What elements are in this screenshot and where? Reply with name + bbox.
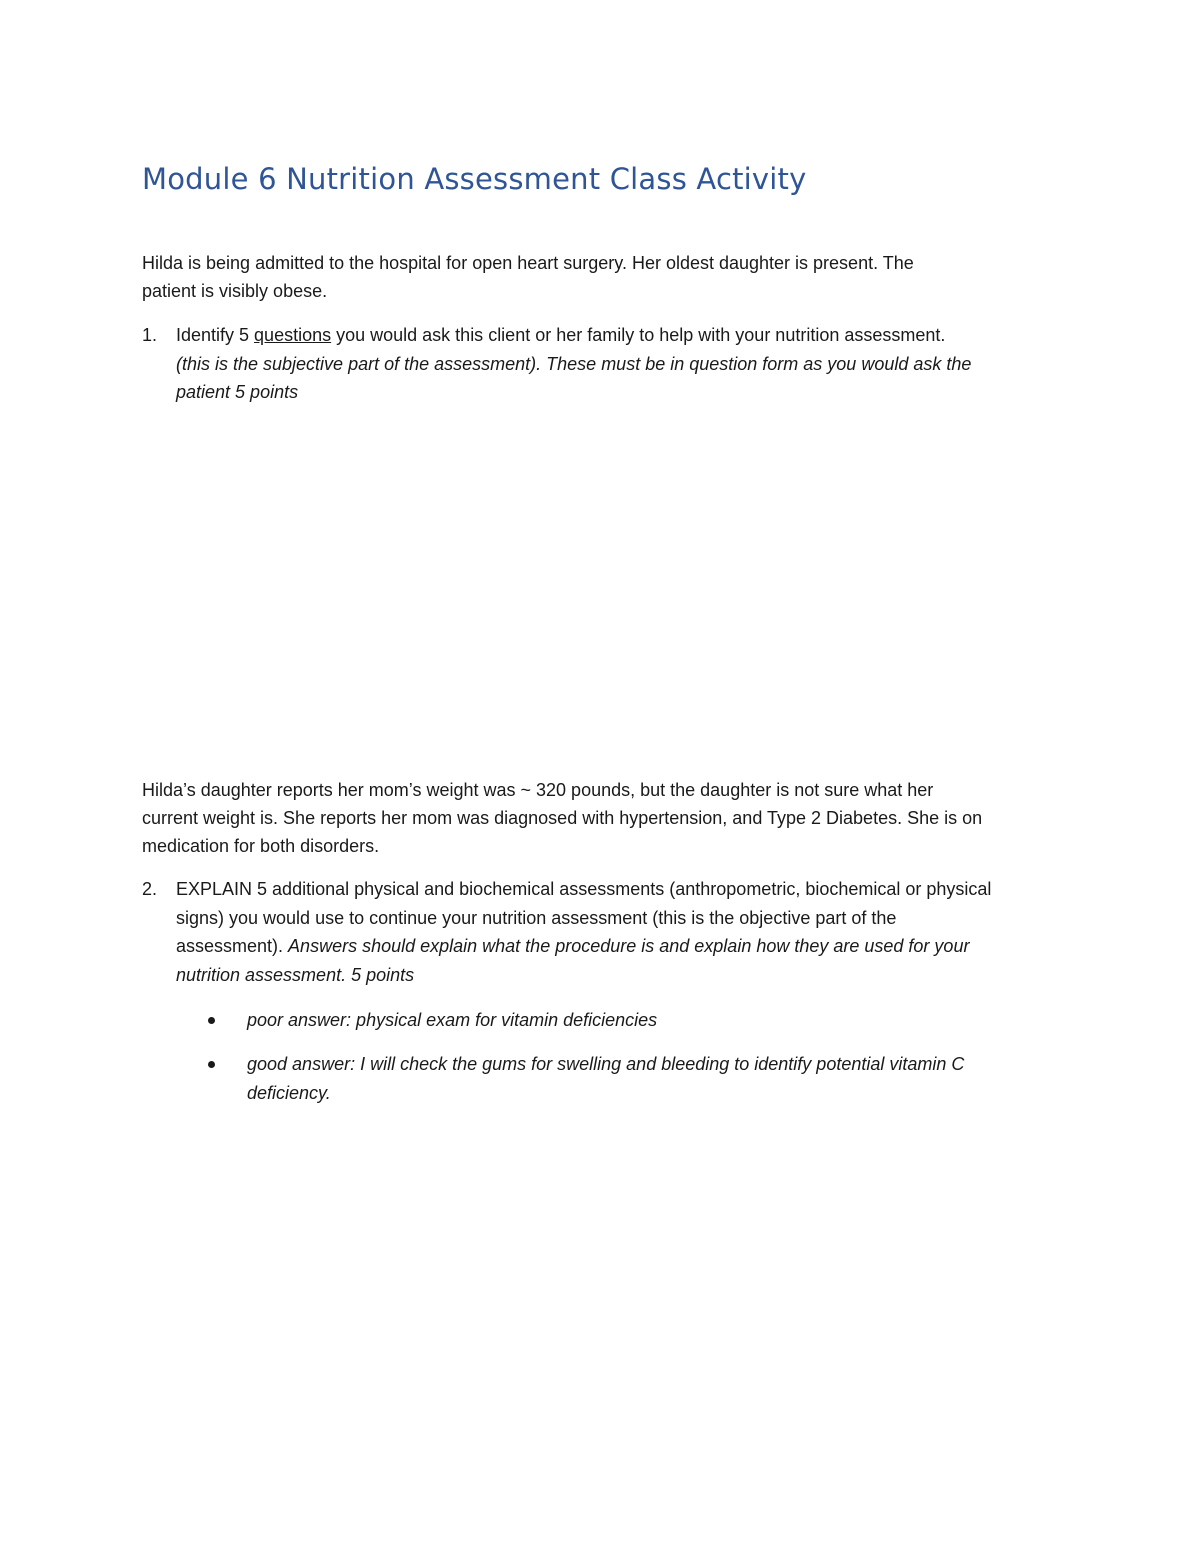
scenario-line-2: current weight is. She reports her mom was diagnosed with hypertension, and Type 2 Diabetes. She is on bbox=[142, 808, 983, 828]
question-1-line-3: patient 5 points bbox=[176, 382, 299, 402]
question-2-line-3-plain: assessment). bbox=[176, 936, 289, 956]
bullet-good-answer-line-2: deficiency. bbox=[247, 1082, 331, 1103]
question-2-line-3-italic: Answers should explain what the procedure is and explain how they are used for your bbox=[288, 936, 970, 956]
bullet-dot-icon bbox=[208, 1017, 215, 1024]
question-1-underlined-word: questions bbox=[254, 325, 332, 345]
page-title: Module 6 Nutrition Assessment Class Activity bbox=[142, 162, 807, 196]
question-1-number: 1. bbox=[142, 325, 158, 345]
question-2-line-4: nutrition assessment. 5 points bbox=[176, 964, 415, 985]
bullet-good-answer-text bbox=[247, 1050, 1067, 1107]
bullet-poor-answer-line: poor answer: physical exam for vitamin deficiencies bbox=[247, 1010, 658, 1030]
question-1-prefix: Identify 5 bbox=[176, 325, 255, 345]
scenario-paragraph bbox=[142, 776, 982, 860]
question-2-line-3 bbox=[176, 932, 1066, 961]
question-1-body bbox=[176, 321, 1066, 407]
intro-line-2: patient is visibly obese. bbox=[142, 281, 328, 301]
bullet-poor-answer-text bbox=[247, 1006, 1067, 1035]
question-1-suffix: you would ask this client or her family to help with your nutrition assessment. bbox=[331, 325, 946, 345]
bullet-good-answer-line-1: good answer: I will check the gums for swelling and bleeding to identify potential vitamin C bbox=[247, 1054, 965, 1074]
question-2-body bbox=[176, 875, 1066, 989]
question-2-number: 2. bbox=[142, 879, 158, 899]
intro-paragraph bbox=[142, 249, 914, 305]
bullet-dot-icon bbox=[208, 1061, 215, 1068]
scenario-line-3: medication for both disorders. bbox=[142, 836, 380, 856]
question-2-line-2: signs) you would use to continue your nutrition assessment (this is the objective part of the bbox=[176, 907, 897, 928]
scenario-line-1: Hilda’s daughter reports her mom’s weight was ~ 320 pounds, but the daughter is not sure what her bbox=[142, 780, 934, 800]
question-1-line-1 bbox=[176, 321, 1066, 350]
question-2-line-1: EXPLAIN 5 additional physical and biochemical assessments (anthropometric, biochemical or physical bbox=[176, 879, 992, 899]
intro-line-1: Hilda is being admitted to the hospital for open heart surgery. Her oldest daughter is present. The bbox=[142, 253, 914, 273]
question-1-line-2: (this is the subjective part of the assessment). These must be in question form as you would ask the bbox=[176, 353, 972, 374]
